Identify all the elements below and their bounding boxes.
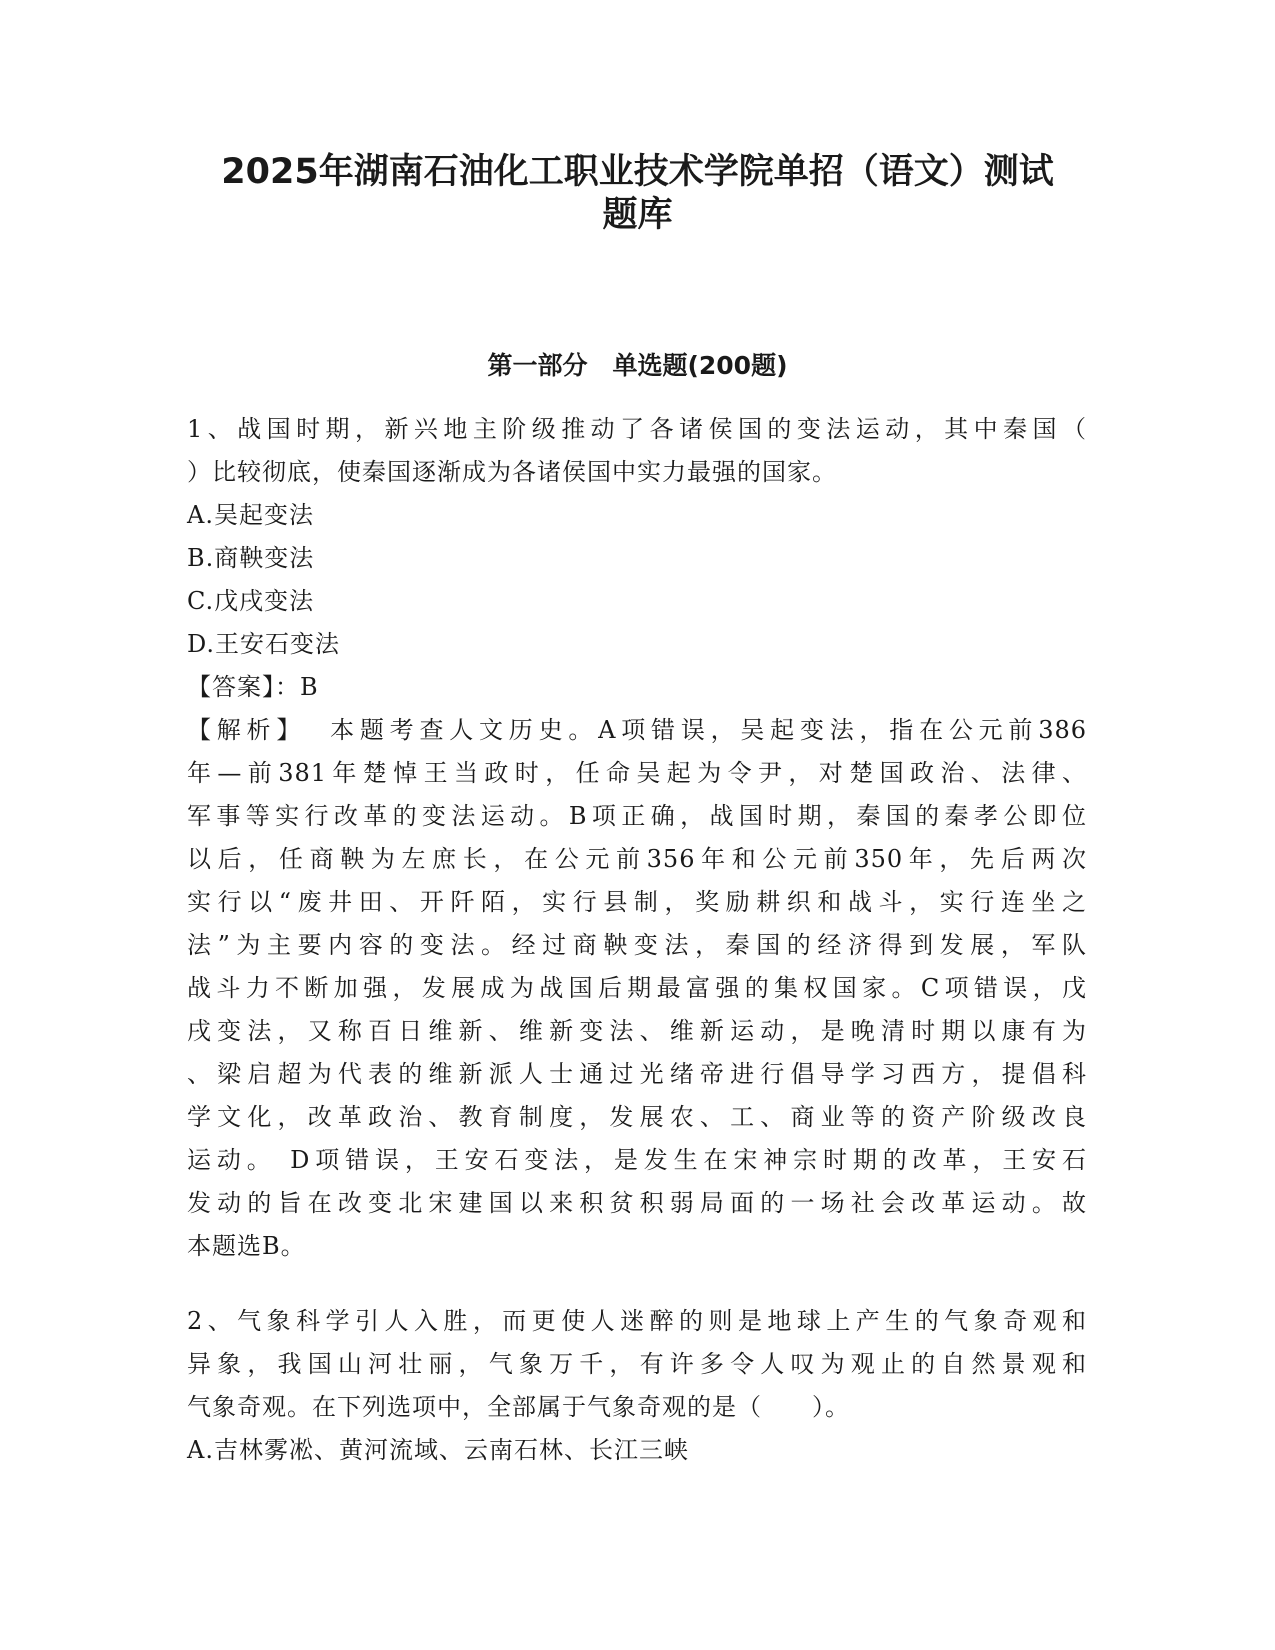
question-1-analysis-first-line bbox=[187, 709, 1087, 752]
answer-value: B bbox=[300, 673, 319, 701]
question-1-option-a: A.吴起变法 bbox=[187, 501, 314, 529]
question-1-option-d: D.王安石变法 bbox=[187, 630, 341, 658]
analysis-label: 【解析】 bbox=[187, 716, 307, 744]
document-title bbox=[150, 145, 1125, 235]
question-1-analysis-line: 学文化，改革政治、教育制度，发展农、工、商业等的资产阶级改良 bbox=[187, 1103, 1087, 1131]
question-1-analysis-line: 实行以“废井田、开阡陌，实行县制，奖励耕织和战斗，实行连坐之 bbox=[187, 888, 1087, 916]
question-1-analysis-line: 军事等实行改革的变法运动。B项正确，战国时期，秦国的秦孝公即位 bbox=[187, 802, 1087, 830]
question-1-answer bbox=[187, 666, 1087, 709]
question-1-analysis-line: 以后，任商鞅为左庶长，在公元前356年和公元前350年，先后两次 bbox=[187, 845, 1087, 873]
question-2-option-a: A.吉林雾凇、黄河流域、云南石林、长江三峡 bbox=[187, 1436, 689, 1464]
question-1-analysis-line: 戌变法，又称百日维新、维新变法、维新运动，是晚清时期以康有为 bbox=[187, 1017, 1087, 1045]
question-1-analysis-line: 战斗力不断加强，发展成为战国后期最富强的集权国家。C项错误，戊 bbox=[187, 974, 1087, 1002]
question-1-option-c: C.戊戌变法 bbox=[187, 587, 315, 615]
question-1-option-b: B.商鞅变法 bbox=[187, 544, 315, 572]
question-1-analysis-line: 年—前381年楚悼王当政时，任命吴起为令尹，对楚国政治、法律、 bbox=[187, 759, 1087, 787]
question-1-stem-line: ）比较彻底，使秦国逐渐成为各诸侯国中实力最强的国家。 bbox=[187, 458, 837, 486]
question-2-stem-line: 2、气象科学引人入胜，而更使人迷醉的则是地球上产生的气象奇观和 bbox=[187, 1307, 1087, 1335]
question-1 bbox=[187, 408, 1087, 1268]
question-1-stem-line: 1、战国时期，新兴地主阶级推动了各诸侯国的变法运动，其中秦国（ bbox=[187, 415, 1087, 443]
document-title-line-2: 题库 bbox=[602, 195, 673, 235]
analysis-text: 本题考查人文历史。A项错误，吴起变法，指在公元前386 bbox=[330, 716, 1088, 744]
question-2 bbox=[187, 1300, 1087, 1472]
question-1-analysis-line: 、梁启超为代表的维新派人士通过光绪帝进行倡导学习西方，提倡科 bbox=[187, 1060, 1087, 1088]
question-2-stem-line: 气象奇观。在下列选项中，全部属于气象奇观的是（ ）。 bbox=[187, 1393, 850, 1421]
answer-label: 【答案】： bbox=[187, 673, 300, 701]
question-1-analysis-line: 法”为主要内容的变法。经过商鞅变法，秦国的经济得到发展，军队 bbox=[187, 931, 1087, 959]
question-2-stem-line: 异象，我国山河壮丽，气象万千，有许多令人叹为观止的自然景观和 bbox=[187, 1350, 1087, 1378]
question-1-analysis-line: 本题选B。 bbox=[187, 1232, 306, 1260]
document-title-line-1: 2025年湖南石油化工职业技术学院单招（语文）测试 bbox=[221, 152, 1054, 192]
question-1-analysis-line: 运动。 D项错误，王安石变法，是发生在宋神宗时期的改革，王安石 bbox=[187, 1146, 1087, 1174]
question-1-analysis-line: 发动的旨在改变北宋建国以来积贫积弱局面的一场社会改革运动。故 bbox=[187, 1189, 1087, 1217]
section-title: 第一部分 单选题(200题) bbox=[487, 351, 788, 380]
